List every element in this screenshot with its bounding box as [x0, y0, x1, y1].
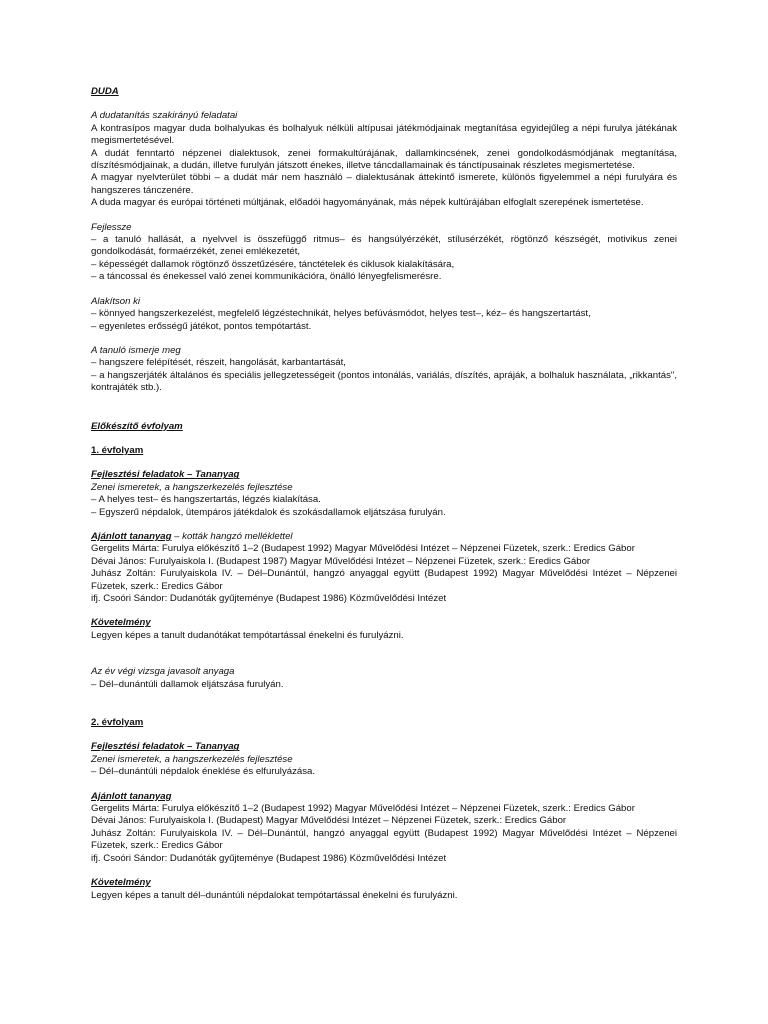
grade2-ajanlott-heading: Ajánlott tananyag	[91, 790, 172, 802]
grade1-heading: 1. évfolyam	[91, 444, 144, 456]
grade2-ajanlott-item: ifj. Csoóri Sándor: Dudanóták gyűjteménye (Budapest 1986) Közművelődési Intézet	[91, 852, 447, 864]
grade1-fejlesztesi-heading: Fejlesztési feladatok – Tananyag	[91, 469, 240, 481]
grade1-ajanlott-heading: Ajánlott tananyag	[91, 530, 172, 542]
grade1-vizsga-heading: Az év végi vizsga javasolt anyaga	[91, 666, 235, 678]
alakitson-heading: Alakítson ki	[91, 295, 141, 307]
intro-paragraph: A dudát fenntartó népzenei dialektusok, zenei formakultúrájának, dallamkincsének, zenei gondolkodásmódjának megtanítása, díszítésmódjainak, a dudán, illetve furulyán játszott énekes, illetve táncdallamainak és tánctípusainak részletes megismertetése.	[91, 147, 677, 172]
section-heading-elokeszito: Előkészítő évfolyam	[91, 420, 183, 432]
fejlessze-heading: Fejlessze	[91, 221, 132, 233]
ismerje-item: – hangszere felépítését, részeit, hangolását, karbantartását,	[91, 357, 346, 369]
alakitson-item: – könnyed hangszerkezelést, megfelelő légzéstechnikát, helyes befúvásmódot, helyes test–, kéz– és hangszertartást,	[91, 308, 591, 320]
grade2-kovetelmeny-heading: Követelmény	[91, 877, 151, 889]
grade2-ajanlott-item: Juhász Zoltán: Furulyaiskola IV. – Dél–Dunántúl, hangzó anyaggal együtt (Budapest 1992) Magyar Művelődési Intézet – Népzenei Füzetek, szerk.: Eredics Gábor	[91, 827, 677, 852]
grade1-fejlesztesi-item: – A helyes test– és hangszertartás, légzés kialakítása.	[91, 494, 321, 506]
fejlessze-item: – a tanuló hallását, a nyelvvel is összefüggő ritmus– és hangsúlyérzékét, stílusérzékét, rögtönző készségét, motivikus zenei gondolkodását, formaérzékét, zenei emlékezetét,	[91, 234, 677, 258]
grade2-ajanlott-item: Gergelits Márta: Furulya előkészítő 1–2 (Budapest 1992) Magyar Művelődési Intézet – Népzenei Füzetek, szerk.: Eredics Gábor	[91, 803, 635, 815]
grade1-ajanlott-item: Dévai János: Furulyaiskola I. (Budapest 1987) Magyar Művelődési Intézet – Népzenei Füzetek, szerk.: Eredics Gábor	[91, 555, 591, 567]
intro-paragraph: A magyar nyelvterület többi – a dudát már nem használó – dialektusának áttekintő ismerete, különös figyelemmel a népi furulyára és hangszeres tánczenére.	[91, 172, 677, 196]
alakitson-item: – egyenletes erősségű játékot, pontos tempótartást.	[91, 320, 312, 332]
grade2-kovetelmeny-text: Legyen képes a tanult dél–dunántúli népdalokat tempótartással énekelni és furulyázni.	[91, 889, 458, 901]
document-page	[91, 86, 677, 902]
grade1-kovetelmeny-heading: Követelmény	[91, 617, 151, 629]
intro-heading: A dudatanítás szakirányú feladatai	[91, 110, 238, 122]
grade1-kovetelmeny-text: Legyen képes a tanult dudanótákat tempótartással énekelni és furulyázni.	[91, 629, 404, 641]
ismerje-heading: A tanuló ismerje meg	[91, 344, 181, 356]
grade2-heading: 2. évfolyam	[91, 717, 144, 729]
document-title: DUDA	[91, 86, 119, 97]
fejlessze-item: – a táncossal és énekessel való zenei kommunikációra, önálló lényegfelismerésre.	[91, 271, 442, 283]
grade2-fejlesztesi-heading: Fejlesztési feladatok – Tananyag	[91, 741, 240, 753]
grade1-fejlesztesi-item: – Egyszerű népdalok, ütempáros játékdalok és szokásdallamok eljátszása furulyán.	[91, 506, 446, 518]
grade2-fejlesztesi-item: – Dél–dunántúli népdalok éneklése és elfurulyázása.	[91, 766, 316, 778]
intro-paragraph: A kontrasípos magyar duda bolhalyukas és bolhalyuk nélküli altípusai játékmódjainak megtanítása egyidejűleg a népi furulya játékának megismertetésével.	[91, 122, 677, 147]
grade1-ajanlott-item: ifj. Csoóri Sándor: Dudanóták gyűjteménye (Budapest 1986) Közművelődési Intézet	[91, 593, 447, 604]
grade1-ajanlott-item: Gergelits Márta: Furulya előkészítő 1–2 (Budapest 1992) Magyar Művelődési Intézet – Népzenei Füzetek, szerk.: Eredics Gábor	[91, 543, 635, 555]
intro-paragraph: A duda magyar és európai történeti múltjának, előadói hagyományának, más népek kultúrájában elfoglalt szerepének ismertetése.	[91, 197, 644, 209]
fejlessze-item: – képességét dallamok rögtönző összetűzésére, tánctételek és ciklusok kialakítására,	[91, 258, 455, 270]
grade2-fejlesztesi-subheading: Zenei ismeretek, a hangszerkezelés fejlesztése	[91, 753, 293, 765]
grade1-fejlesztesi-subheading: Zenei ismeretek, a hangszerkezelés fejlesztése	[91, 481, 293, 493]
grade1-vizsga-text: – Dél–dunántúli dallamok eljátszása furulyán.	[91, 678, 284, 690]
ismerje-item: – a hangszerjáték általános és speciális jellegzetességeit (pontos intonálás, variálás, díszítés, apráják, a bolhaluk használata, „rikkantás", kontrajáték stb.).	[91, 369, 677, 394]
grade1-ajanlott-suffix: – kották hangzó melléklettel	[171, 530, 293, 542]
grade1-ajanlott-heading-line	[91, 531, 677, 543]
grade1-ajanlott-item: Juhász Zoltán: Furulyaiskola IV. – Dél–Dunántúl, hangzó anyaggal együtt (Budapest 1992) Magyar Művelődési Intézet – Népzenei Füzetek, szerk.: Eredics Gábor	[91, 568, 677, 592]
grade2-ajanlott-item: Dévai János: Furulyaiskola I. (Budapest) Magyar Művelődési Intézet – Népzenei Füzetek, szerk.: Eredics Gábor	[91, 815, 567, 827]
